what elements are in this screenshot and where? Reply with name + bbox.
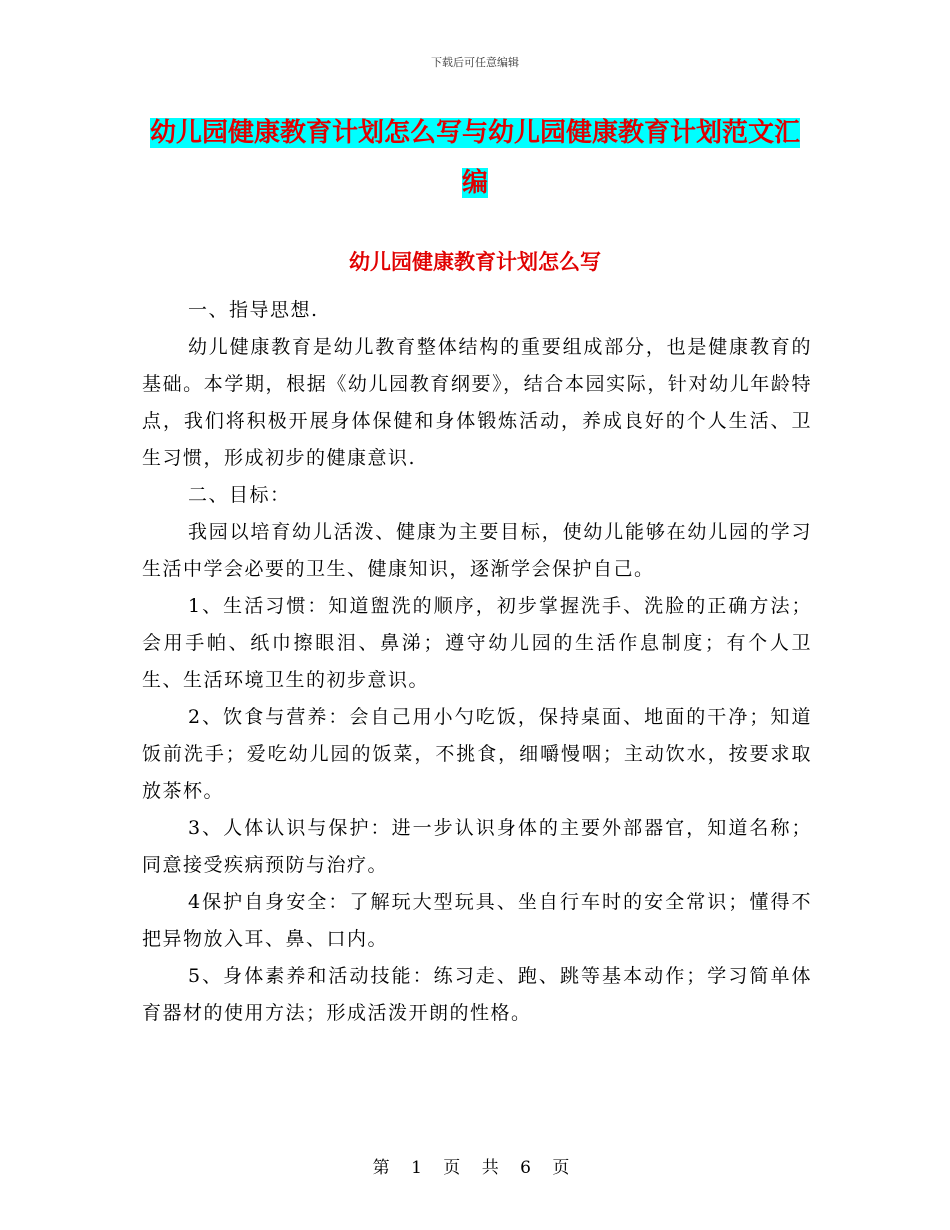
paragraph-goal-1: 1、生活习惯：知道盥洗的顺序，初步掌握洗手、洗脸的正确方法；会用手帕、纸巾擦眼泪、鼻涕；遵守幼儿园的生活作息制度；有个人卫生、生活环境卫生的初步意识。 xyxy=(142,595,812,691)
paragraph-guiding-text: 幼儿健康教育是幼儿教育整体结构的重要组成部分，也是健康教育的基础。本学期，根据《幼儿园教育纲要》，结合本园实际，针对幼儿年龄特点，我们将积极开展身体保健和身体锻炼活动，养成良好的个人生活、卫生习惯，形成初步的健康意识. xyxy=(142,336,812,469)
document-title xyxy=(140,108,810,208)
paragraph-goal-4: 4保护自身安全：了解玩大型玩具、坐自行车时的安全常识；懂得不把异物放入耳、鼻、口内。 xyxy=(142,891,812,950)
document-body xyxy=(142,292,812,1032)
paragraph-goals-heading: 二、目标： xyxy=(188,484,291,506)
header-note: 下载后可任意编辑 xyxy=(431,56,519,69)
paragraph-goal-5: 5、身体素养和活动技能：练习走、跑、跳等基本动作；学习简单体育器材的使用方法；形成活泼开朗的性格。 xyxy=(142,965,812,1024)
page-number: 第 1 页 共 6 页 xyxy=(372,1158,578,1178)
paragraph-goal-2: 2、饮食与营养：会自己用小勺吃饭，保持桌面、地面的干净；知道饭前洗手；爱吃幼儿园的饭菜，不挑食，细嚼慢咽；主动饮水，按要求取放茶杯。 xyxy=(142,706,812,802)
document-title-text: 幼儿园健康教育计划怎么写与幼儿园健康教育计划范文汇编 xyxy=(149,118,800,198)
paragraph-goal-3: 3、人体认识与保护：进一步认识身体的主要外部器官，知道名称；同意接受疾病预防与治疗。 xyxy=(142,817,812,876)
section-title: 幼儿园健康教育计划怎么写 xyxy=(349,250,601,274)
paragraph-guiding-heading: 一、指导思想. xyxy=(188,299,319,321)
paragraph-goals-text: 我园以培育幼儿活泼、健康为主要目标，使幼儿能够在幼儿园的学习生活中学会必要的卫生、健康知识，逐渐学会保护自己。 xyxy=(142,521,812,580)
